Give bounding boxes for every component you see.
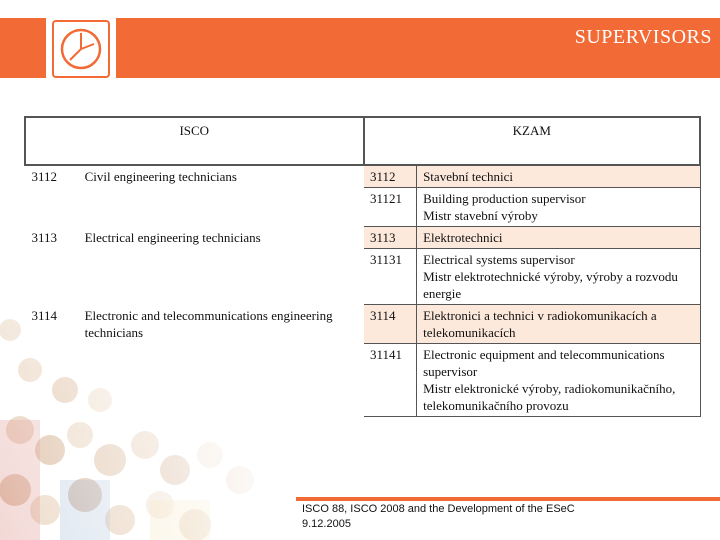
kzam-title-cell: Elektrotechnici: [417, 227, 700, 249]
kzam-title-cell: Elektronici a technici v radiokomunikacích a telekomunikacích: [417, 305, 700, 344]
table-header-row: [25, 117, 700, 165]
table-row: [25, 188, 700, 227]
isco-kzam-table: [24, 116, 701, 417]
footer-date: 9.12.2005: [302, 518, 351, 530]
kzam-code-cell: 31131: [364, 249, 417, 305]
kzam-code-cell: 3114: [364, 305, 417, 344]
table-row: [25, 344, 700, 417]
isco-title-cell: [78, 344, 363, 417]
footer-title: ISCO 88, ISCO 2008 and the Development of the ESeC: [302, 503, 575, 515]
header-bar: [116, 18, 720, 78]
header-accent-bar: [0, 18, 46, 78]
isco-title-cell: Electrical engineering technicians: [78, 227, 363, 249]
footer: [302, 502, 720, 532]
isco-code-cell: 3113: [25, 227, 78, 249]
isco-code-cell: 3114: [25, 305, 78, 344]
table-row: [25, 227, 700, 249]
kzam-title-cell: Electronic equipment and telecommunications supervisor Mistr elektronické výroby, radiokomunikačního, telekomunikačního provozu: [417, 344, 700, 417]
column-header-isco: ISCO: [25, 117, 364, 165]
logo: [46, 18, 116, 78]
kzam-code-cell: 31141: [364, 344, 417, 417]
footer-divider: [296, 497, 720, 501]
logo-frame: [52, 20, 110, 78]
table-row: [25, 305, 700, 344]
isco-title-cell: [78, 188, 363, 227]
isco-title-cell: Civil engineering technicians: [78, 165, 363, 188]
kzam-title-cell: Stavební technici: [417, 165, 700, 188]
kzam-code-cell: 3113: [364, 227, 417, 249]
table-row: [25, 249, 700, 305]
kzam-code-cell: 31121: [364, 188, 417, 227]
isco-title-cell: [78, 249, 363, 305]
isco-code-cell: 3112: [25, 165, 78, 188]
isco-code-cell: [25, 249, 78, 305]
isco-title-cell: Electronic and telecommunications engineering technicians: [78, 305, 363, 344]
kzam-title-cell: Building production supervisor Mistr stavební výroby: [417, 188, 700, 227]
clock-logo-icon: [54, 22, 108, 76]
table-row: [25, 165, 700, 188]
isco-code-cell: [25, 188, 78, 227]
isco-code-cell: [25, 344, 78, 417]
kzam-title-cell: Electrical systems supervisor Mistr elektrotechnické výroby, výroby a rozvodu energie: [417, 249, 700, 305]
page-title: SUPERVISORS: [574, 26, 712, 48]
column-header-kzam: KZAM: [364, 117, 701, 165]
kzam-code-cell: 3112: [364, 165, 417, 188]
